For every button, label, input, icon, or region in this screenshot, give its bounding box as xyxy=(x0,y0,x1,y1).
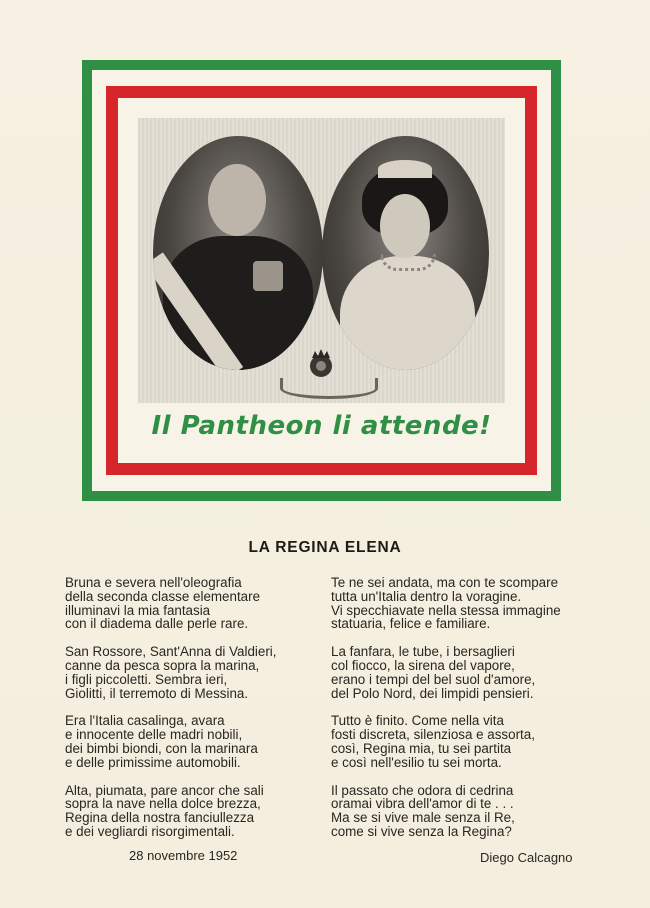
royal-crown-icon xyxy=(303,346,339,380)
poem-line: e dei vegliardi risorgimentali. xyxy=(65,823,235,839)
poem-line: Giolitti, il terremoto di Messina. xyxy=(65,685,249,701)
poem-stanza xyxy=(331,714,593,769)
poem-line: statuaria, felice e familiare. xyxy=(331,616,491,632)
poem-line: canne da pesca sopra la marina, xyxy=(65,657,260,673)
queen-gown xyxy=(340,256,475,370)
poem-line: illuminavi la mia fantasia xyxy=(65,602,211,618)
poem-line: Regina della nostra fanciullezza xyxy=(65,810,255,826)
poem-line: sopra la nave nella dolce brezza, xyxy=(65,796,261,812)
rope-ornament xyxy=(280,378,378,399)
king-head xyxy=(208,164,266,236)
queen-necklace xyxy=(380,254,436,271)
poem-line: Ma se si vive male senza il Re, xyxy=(331,810,515,826)
poem-title: LA REGINA ELENA xyxy=(248,539,402,556)
poem-date: 28 novembre 1952 xyxy=(129,848,238,863)
poem-line: Te ne sei andata, ma con te scompare xyxy=(331,575,559,590)
king-medals xyxy=(253,261,283,291)
poem-stanza xyxy=(331,645,593,700)
king-portrait-oval xyxy=(153,136,323,370)
poem-line: Alta, piumata, pare ancor che sali xyxy=(65,782,264,798)
poem-left-column xyxy=(65,576,327,853)
queen-head xyxy=(380,194,430,258)
poem-line: Tutto è finito. Come nella vita xyxy=(331,713,504,729)
poem-line: come si vive senza la Regina? xyxy=(331,823,512,839)
poem-stanza xyxy=(65,714,327,769)
poem-stanza xyxy=(65,645,327,700)
poem-line: i figli piccoletti. Sembra ieri, xyxy=(65,671,228,687)
poem-line: con il diadema dalle perle rare. xyxy=(65,616,249,632)
poem-stanza xyxy=(331,784,593,839)
poem-line: Il passato che odora di cedrina xyxy=(331,782,514,798)
poem-author: Diego Calcagno xyxy=(480,850,573,865)
poem-line: La fanfara, le tube, i bersaglieri xyxy=(331,644,515,660)
poem-right-column xyxy=(331,576,593,853)
poem-line: col fiocco, la sirena del vapore, xyxy=(331,657,515,673)
poem-stanza xyxy=(65,784,327,839)
queen-tiara xyxy=(378,160,432,178)
poem-line: del Polo Nord, dei limpidi pensieri. xyxy=(331,685,534,701)
poem-line: Era l'Italia casalinga, avara xyxy=(65,713,225,729)
poem-line: dei bimbi biondi, con la marinara xyxy=(65,740,258,756)
poem-line: della seconda classe elementare xyxy=(65,588,261,604)
poem-line: erano i tempi del bel suol d'amore, xyxy=(331,671,536,687)
queen-portrait-oval xyxy=(322,136,489,370)
poem-line: Bruna e severa nell'oleografia xyxy=(65,575,242,590)
banner-slogan: Il Pantheon li attende! xyxy=(151,411,492,441)
poem-stanza xyxy=(331,576,593,631)
poem-line: e così nell'esilio tu sei morta. xyxy=(331,754,502,770)
poem-line: così, Regina mia, tu sei partita xyxy=(331,740,512,756)
poem-stanza xyxy=(65,576,327,631)
poem-line: tutta un'Italia dentro la voragine. xyxy=(331,588,522,604)
poem-line: e innocente delle madri nobili, xyxy=(65,727,243,743)
poem-line: oramai vibra dell'amor di te . . . xyxy=(331,796,514,812)
poem-line: Vi specchiavate nella stessa immagine xyxy=(331,602,561,618)
poem-line: e delle primissime automobili. xyxy=(65,754,241,770)
poem-line: San Rossore, Sant'Anna di Valdieri, xyxy=(65,644,277,660)
poem-line: fosti discreta, silenziosa e assorta, xyxy=(331,727,535,743)
